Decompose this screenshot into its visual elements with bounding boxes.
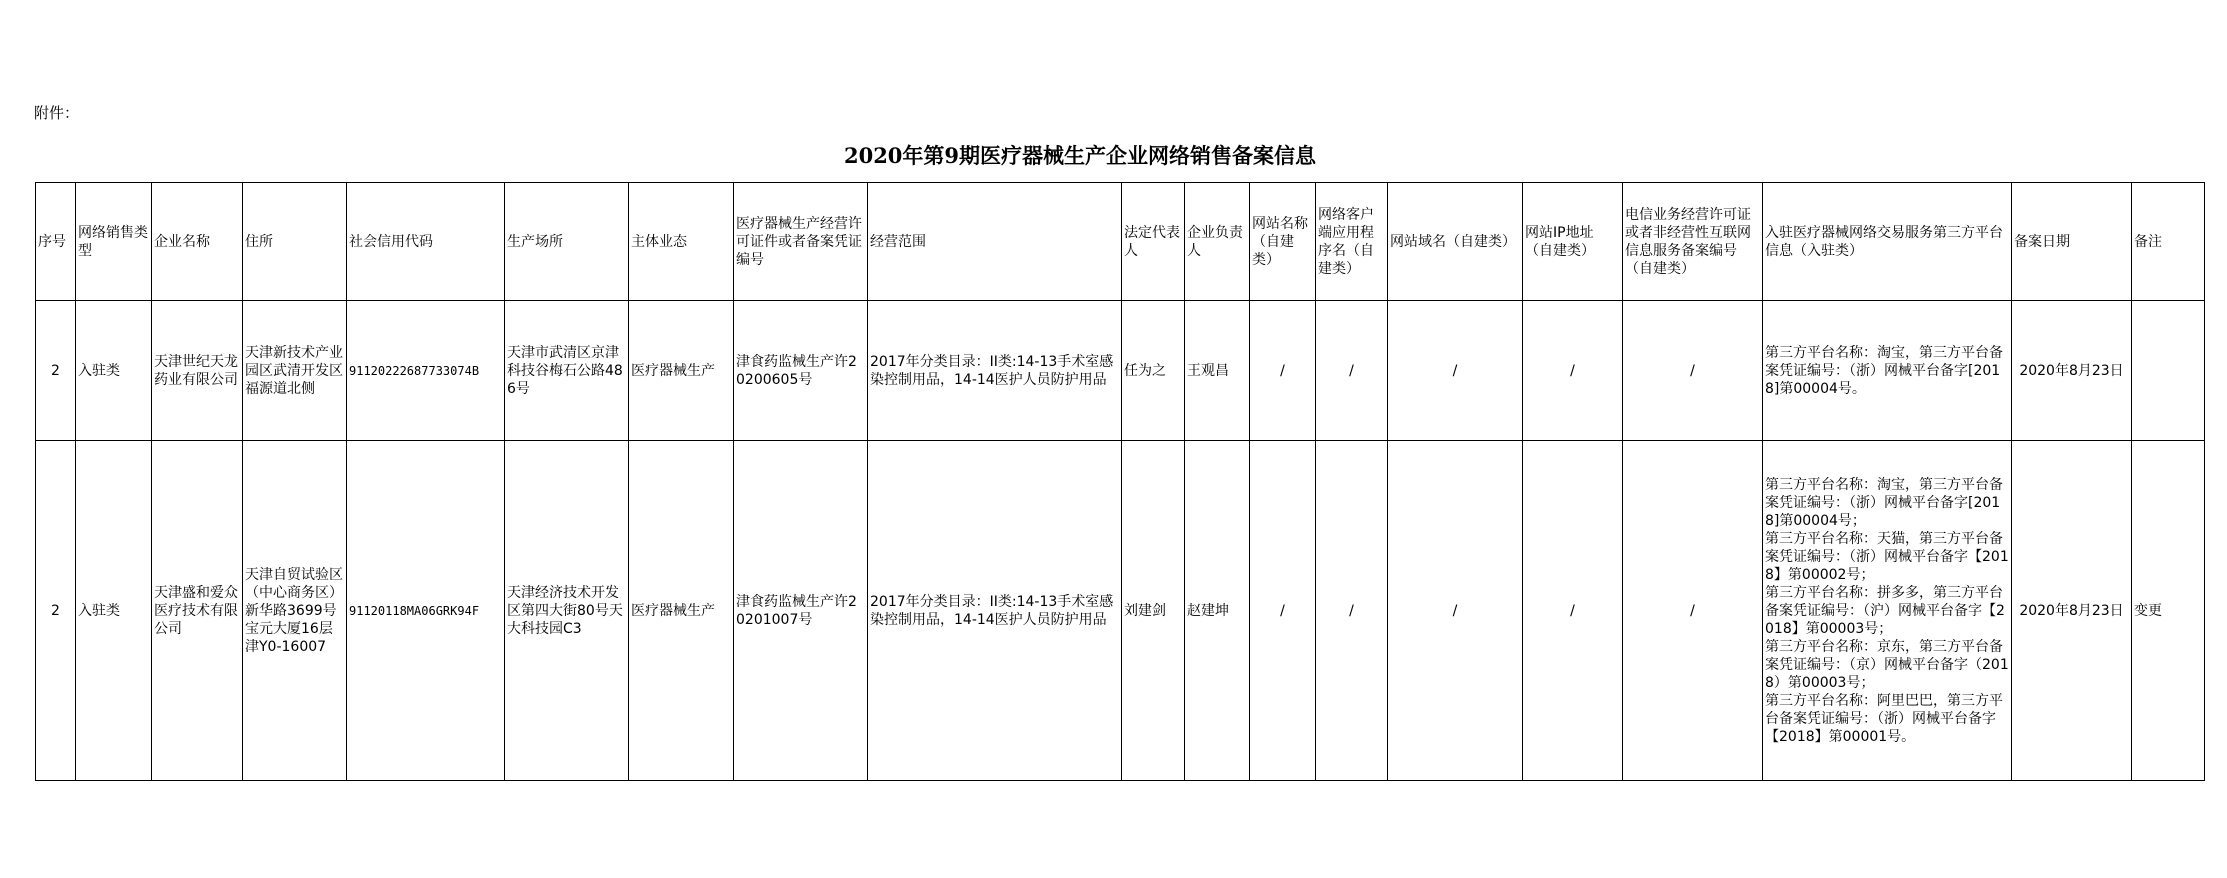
cell-ip: / (1523, 301, 1623, 441)
cell-company: 天津世纪天龙药业有限公司 (152, 301, 243, 441)
header-production-site: 生产场所 (505, 183, 629, 301)
header-date: 备案日期 (2012, 183, 2132, 301)
cell-business-form: 医疗器械生产 (629, 441, 734, 781)
records-table (35, 182, 2205, 781)
cell-date: 2020年8月23日 (2012, 301, 2132, 441)
cell-legal-rep: 任为之 (1122, 301, 1185, 441)
cell-domain: / (1388, 441, 1523, 781)
cell-license-no: 津食药监械生产许20200605号 (734, 301, 868, 441)
cell-seq: 2 (36, 301, 76, 441)
cell-remark (2132, 301, 2205, 441)
cell-telecom-no: / (1623, 301, 1763, 441)
cell-date: 2020年8月23日 (2012, 441, 2132, 781)
cell-remark: 变更 (2132, 441, 2205, 781)
table-row (36, 301, 2205, 441)
table-row (36, 441, 2205, 781)
header-business-form: 主体业态 (629, 183, 734, 301)
header-scope: 经营范围 (868, 183, 1122, 301)
cell-scope: 2017年分类目录：II类:14-13手术室感染控制用品，14-14医护人员防护用品 (868, 441, 1122, 781)
header-sales-type: 网络销售类型 (76, 183, 152, 301)
header-site-name: 网站名称（自建类） (1250, 183, 1316, 301)
attachment-label: 附件： (34, 104, 80, 122)
header-credit-code: 社会信用代码 (347, 183, 505, 301)
cell-scope: 2017年分类目录：II类:14-13手术室感染控制用品，14-14医护人员防护用品 (868, 301, 1122, 441)
cell-telecom-no: / (1623, 441, 1763, 781)
header-address: 住所 (243, 183, 347, 301)
header-manager: 企业负责人 (1185, 183, 1250, 301)
header-license-no: 医疗器械生产经营许可证件或者备案凭证编号 (734, 183, 868, 301)
header-telecom-no: 电信业务经营许可证或者非经营性互联网信息服务备案编号（自建类） (1623, 183, 1763, 301)
cell-domain: / (1388, 301, 1523, 441)
cell-platform-info: 第三方平台名称：淘宝，第三方平台备案凭证编号：（浙）网械平台备字[2018]第00004号； 第三方平台名称：天猫，第三方平台备案凭证编号：（浙）网械平台备字【2018】第00002号； 第三方平台名称：拼多多，第三方平台备案凭证编号：（沪）网械平台备字【2018】第00003号； 第三方平台名称：京东，第三方平台备案凭证编号：（京）网械平台备字（2018）第00003号； 第三方平台名称：阿里巴巴，第三方平台备案凭证编号：（浙）网械平台备字【2018】第00001号。 (1763, 441, 2012, 781)
cell-site-name: / (1250, 441, 1316, 781)
cell-business-form: 医疗器械生产 (629, 301, 734, 441)
cell-credit-code: 91120118MA06GRK94F (347, 441, 505, 781)
cell-sales-type: 入驻类 (76, 301, 152, 441)
cell-site-name: / (1250, 301, 1316, 441)
header-seq: 序号 (36, 183, 76, 301)
cell-license-no: 津食药监械生产许20201007号 (734, 441, 868, 781)
cell-manager: 赵建坤 (1185, 441, 1250, 781)
table-header-row (36, 183, 2205, 301)
cell-app-name: / (1316, 441, 1388, 781)
page-title: 2020年第9期医疗器械生产企业网络销售备案信息 (843, 143, 1317, 168)
header-platform-info: 入驻医疗器械网络交易服务第三方平台信息（入驻类） (1763, 183, 2012, 301)
cell-production-site: 天津市武清区京津科技谷梅石公路486号 (505, 301, 629, 441)
cell-production-site: 天津经济技术开发区第四大街80号天大科技园C3 (505, 441, 629, 781)
cell-seq: 2 (36, 441, 76, 781)
cell-legal-rep: 刘建剑 (1122, 441, 1185, 781)
cell-manager: 王观昌 (1185, 301, 1250, 441)
cell-company: 天津盛和爱众医疗技术有限公司 (152, 441, 243, 781)
cell-credit-code: 91120222687733074B (347, 301, 505, 441)
header-ip: 网站IP地址（自建类） (1523, 183, 1623, 301)
cell-app-name: / (1316, 301, 1388, 441)
cell-ip: / (1523, 441, 1623, 781)
cell-address: 天津新技术产业园区武清开发区福源道北侧 (243, 301, 347, 441)
header-remark: 备注 (2132, 183, 2205, 301)
cell-address: 天津自贸试验区（中心商务区）新华路3699号宝元大厦16层津Y0-16007 (243, 441, 347, 781)
header-legal-rep: 法定代表人 (1122, 183, 1185, 301)
cell-sales-type: 入驻类 (76, 441, 152, 781)
header-domain: 网站域名（自建类） (1388, 183, 1523, 301)
header-app-name: 网络客户端应用程序名（自建类） (1316, 183, 1388, 301)
header-company: 企业名称 (152, 183, 243, 301)
cell-platform-info: 第三方平台名称：淘宝，第三方平台备案凭证编号：（浙）网械平台备字[2018]第00004号。 (1763, 301, 2012, 441)
